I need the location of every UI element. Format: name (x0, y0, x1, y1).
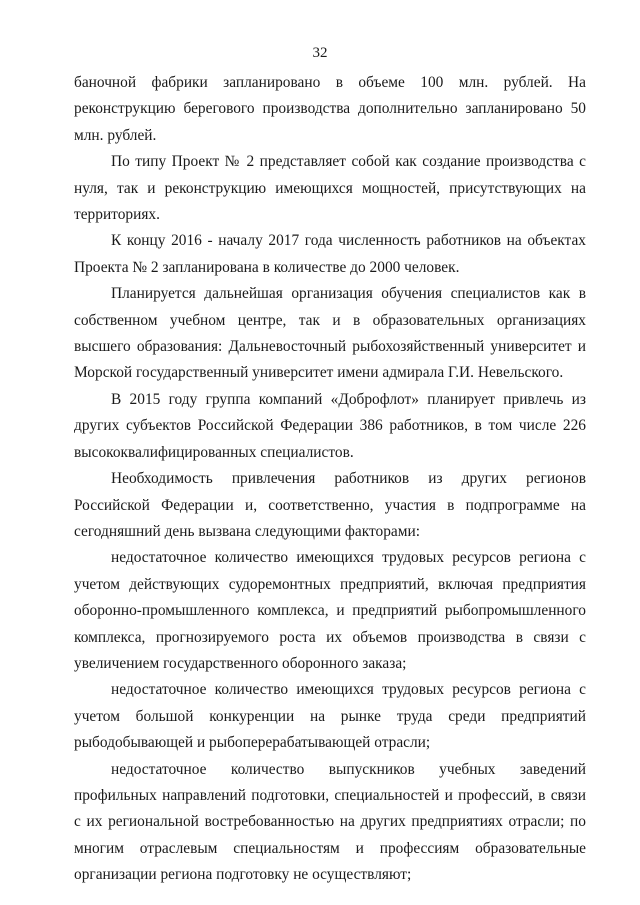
paragraph-necessity: Необходимость привлечения работников из других регионов Российской Федерации и, соответственно, участия в подпрограмме на сегодняшний день вызвана следующими факторами: (74, 470, 586, 540)
paragraph-factor-2: недостаточное количество имеющихся трудовых ресурсов региона с учетом большой конкуренции на рынке труда среди предприятий рыбодобывающей и рыбоперерабатывающей отрасли; (74, 681, 586, 752)
paragraph-workforce-count: К концу 2016 - началу 2017 года численность работников на объектах Проекта № 2 запланирована в количестве до 2000 человек. (74, 232, 586, 276)
paragraph-training: Планируется дальнейшая организация обучения специалистов как в собственном учебном центре, так и в образовательных организациях высшего образования: Дальневосточный рыбохозяйственный университет и Морской государственный университет имени адмирала Г.И. Невельского. (74, 285, 586, 382)
paragraph-dobroflot: В 2015 году группа компаний «Доброфлот» планирует привлечь из других субъектов Российской Федерации 386 работников, в том числе 226 высококвалифицированных специалистов. (74, 390, 586, 461)
paragraph-continuation: баночной фабрики запланировано в объеме 100 млн. рублей. На реконструкцию берегового производства дополнительно запланировано 50 млн. рублей. (74, 74, 586, 144)
page-number: 32 (312, 45, 328, 61)
paragraph-factor-3: недостаточное количество выпускников учебных заведений профильных направлений подготовки, специальностей и профессий, в связи с их региональной востребованностью на других предприятиях отрасли; по многим отраслевым специальностям и профессиям образовательные организации региона подготовку не осуществляют; (74, 760, 586, 884)
paragraph-project-type: По типу Проект № 2 представляет собой как создание производства с нуля, так и реконструкцию имеющихся мощностей, присутствующих на территориях. (74, 153, 586, 224)
document-body (74, 70, 586, 889)
paragraph-factor-1: недостаточное количество имеющихся трудовых ресурсов региона с учетом действующих судоремонтных предприятий, включая предприятия оборонно-промышленного комплекса, и предприятий рыбопромышленного комплекса, прогнозируемого роста их объемов производства в связи с увеличением государственного оборонного заказа; (74, 549, 586, 672)
